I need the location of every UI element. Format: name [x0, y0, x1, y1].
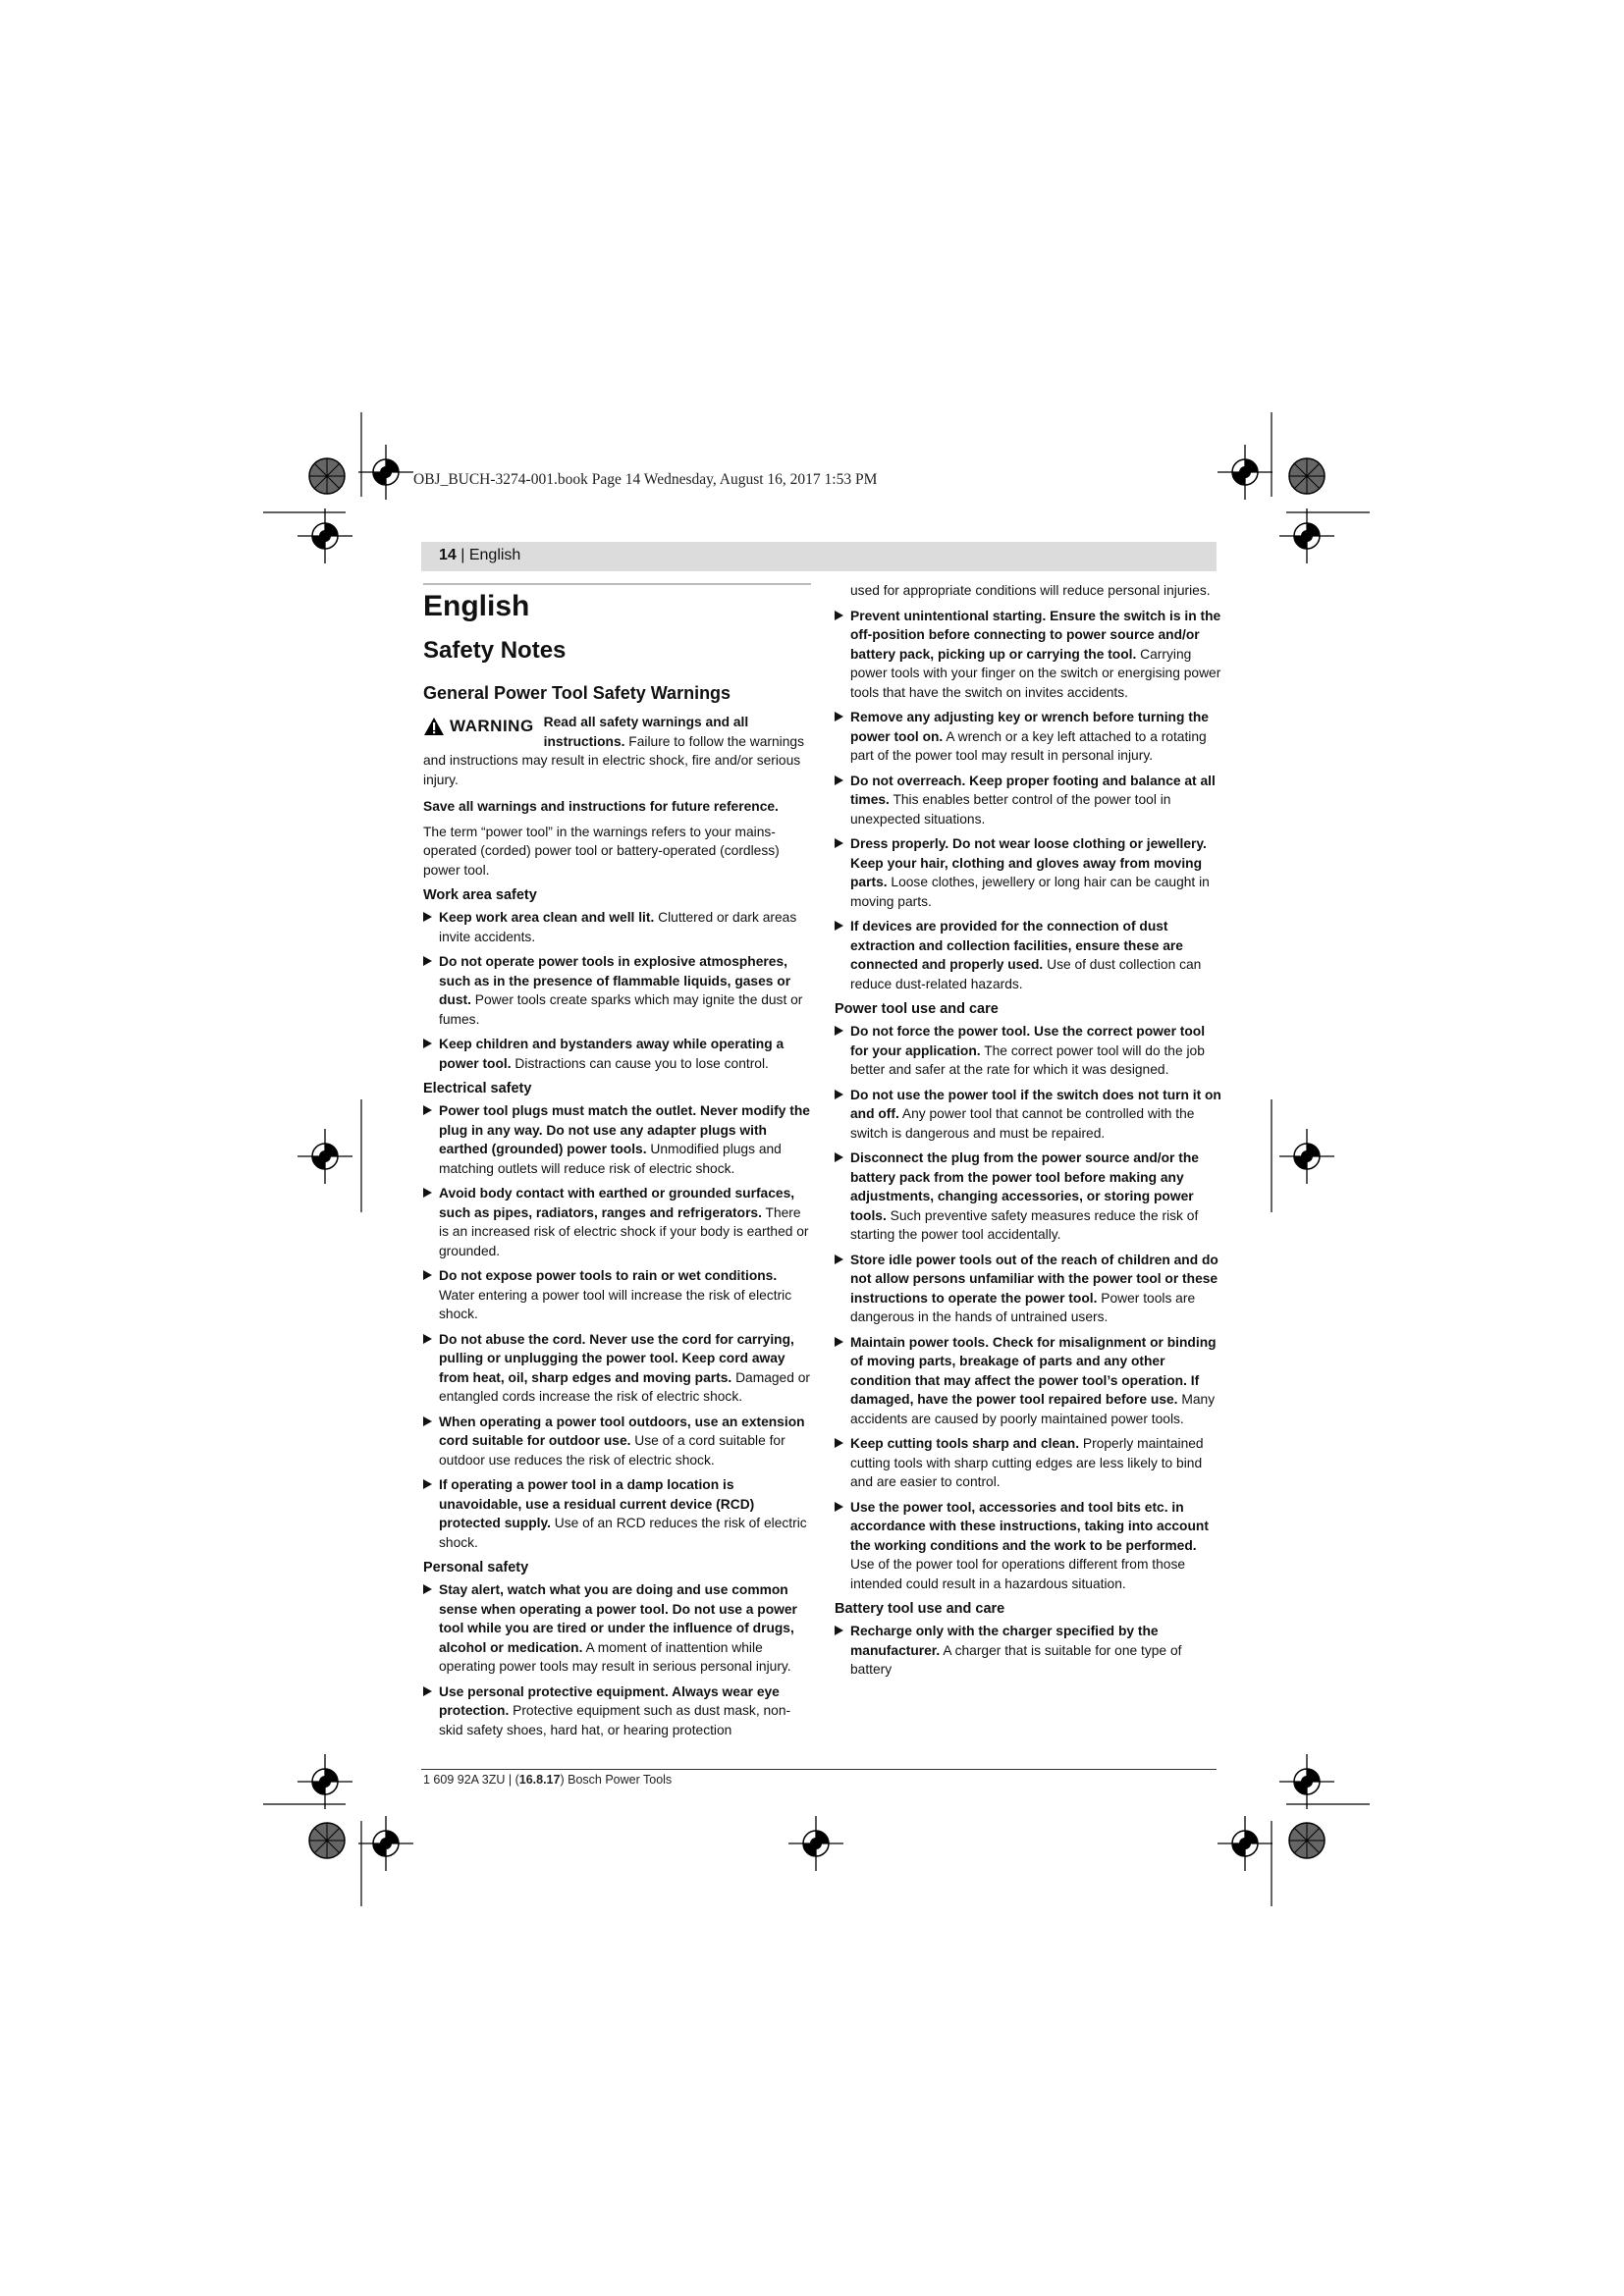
personal-list-continued — [835, 607, 1222, 994]
bullet-arrow-icon — [835, 1502, 843, 1512]
tool-use-list — [835, 1022, 1222, 1593]
work-area-list — [423, 908, 811, 1073]
print-header: OBJ_BUCH-3274-001.book Page 14 Wednesday, August 16, 2017 1:53 PM — [413, 471, 878, 488]
list-item: Keep work area clean and well lit. Cluttered or dark areas invite accidents. — [423, 908, 811, 946]
registration-target-icon — [1218, 445, 1272, 500]
footer-date: 16.8.17 — [518, 1773, 561, 1787]
registration-target-icon — [1279, 1754, 1334, 1809]
footer-code: 1 609 92A 3ZU | ( — [423, 1773, 519, 1787]
battery-list — [835, 1622, 1222, 1680]
group-heading-battery: Battery tool use and care — [835, 1601, 1005, 1617]
registration-star-icon — [309, 458, 345, 494]
footer-brand: ) Bosch Power Tools — [560, 1773, 673, 1787]
bullet-arrow-icon — [835, 921, 843, 931]
registration-star-icon — [309, 1823, 345, 1858]
header-separator: | — [456, 547, 469, 563]
bullet-arrow-icon — [423, 1584, 432, 1594]
bullet-arrow-icon — [423, 912, 432, 922]
registration-star-icon — [1289, 1823, 1325, 1858]
list-item: If operating a power tool in a damp location is unavoidable, use a residual current device (RCD) protected supply. Use of an RCD reduces the risk of electric shock. — [423, 1475, 811, 1552]
left-column — [423, 581, 811, 1745]
list-item: Disconnect the plug from the power source and/or the battery pack from the power tool before making any adjustments, changing accessories, or storing power tools. Such preventive safety measures reduce the risk of starting the power tool accidentally. — [835, 1148, 1222, 1245]
registration-target-icon — [298, 508, 352, 563]
list-item: Keep cutting tools sharp and clean. Properly maintained cutting tools with sharp cutting edges are less likely to bind and are easier to control. — [835, 1434, 1222, 1492]
group-heading-work-area: Work area safety — [423, 887, 537, 903]
registration-target-icon — [358, 1816, 413, 1871]
registration-target-icon — [1279, 1129, 1334, 1184]
list-item: Prevent unintentional starting. Ensure the switch is in the off-position before connecting to power source and/or battery pack, picking up or carrying the tool. Carrying power tools with your finger on the switch or energising power tools that have the switch on invites accidents. — [835, 607, 1222, 703]
electrical-list — [423, 1101, 811, 1552]
list-item: Keep children and bystanders away while operating a power tool. Distractions can cause you to lose control. — [423, 1035, 811, 1073]
page-number: 14 — [439, 547, 457, 563]
header-language: English — [468, 547, 521, 563]
list-item: Use the power tool, accessories and tool bits etc. in accordance with these instructions, taking into account the working conditions and the work to be performed. Use of the power tool for operations different from those intended could result in a hazardous situation. — [835, 1498, 1222, 1594]
bullet-arrow-icon — [835, 1626, 843, 1635]
registration-target-icon — [358, 445, 413, 500]
list-item: Do not use the power tool if the switch does not turn it on and off. Any power tool that cannot be controlled with the switch is dangerous and must be repaired. — [835, 1086, 1222, 1144]
warning-triangle-icon — [423, 717, 445, 736]
bullet-arrow-icon — [835, 1026, 843, 1036]
registration-target-icon — [788, 1816, 843, 1871]
bullet-arrow-icon — [835, 1438, 843, 1448]
group-heading-personal: Personal safety — [423, 1560, 529, 1575]
bullet-arrow-icon — [423, 1188, 432, 1198]
list-item: Remove any adjusting key or wrench before turning the power tool on. A wrench or a key left attached to a rotating part of the power tool may result in personal injury. — [835, 708, 1222, 766]
list-item: Do not force the power tool. Use the correct power tool for your application. The correct power tool will do the job better and safer at the rate for which it was designed. — [835, 1022, 1222, 1080]
list-item: Dress properly. Do not wear loose clothing or jewellery. Keep your hair, clothing and gloves away from moving parts. Loose clothes, jewellery or long hair can be caught in moving parts. — [835, 834, 1222, 911]
list-item: Do not operate power tools in explosive atmospheres, such as in the presence of flammable liquids, gases or dust. Power tools create sparks which may ignite the dust or fumes. — [423, 952, 811, 1029]
list-item: Do not expose power tools to rain or wet conditions. Water entering a power tool will increase the risk of electric shock. — [423, 1266, 811, 1324]
bullet-arrow-icon — [835, 1152, 843, 1162]
list-item: If devices are provided for the connection of dust extraction and collection facilities, ensure these are connected and properly used. Use of dust collection can reduce dust-related hazards. — [835, 917, 1222, 993]
bullet-arrow-icon — [835, 611, 843, 620]
bullet-arrow-icon — [423, 1039, 432, 1048]
right-column — [835, 581, 1222, 1685]
group-heading-electrical: Electrical safety — [423, 1081, 532, 1096]
list-item: When operating a power tool outdoors, use an extension cord suitable for outdoor use. Use of a cord suitable for outdoor use reduces the risk of electric shock. — [423, 1413, 811, 1470]
warning-bold-text: Read all safety warnings and all instructions. — [543, 715, 749, 749]
continuation-text: used for appropriate conditions will reduce personal injuries. — [850, 583, 1211, 598]
warning-text: Failure to follow the warnings and instructions may result in electric shock, fire and/or serious injury. — [423, 733, 804, 787]
list-item: Do not abuse the cord. Never use the cord for carrying, pulling or unplugging the power tool. Keep cord away from heat, oil, sharp edges and moving parts. Damaged or entangled cords increase the risk of electric shock. — [423, 1330, 811, 1407]
registration-target-icon — [1218, 1816, 1272, 1871]
column-rule — [423, 583, 811, 585]
running-header — [421, 542, 1217, 571]
registration-target-icon — [1279, 508, 1334, 563]
bullet-arrow-icon — [835, 838, 843, 848]
personal-list — [423, 1580, 811, 1739]
bullet-arrow-icon — [835, 1337, 843, 1347]
warning-block — [423, 713, 811, 789]
bullet-arrow-icon — [423, 1479, 432, 1489]
list-item: Store idle power tools out of the reach of children and do not allow persons unfamiliar with the power tool or these instructions to operate the power tool. Power tools are dangerous in the hands of untrained users. — [835, 1251, 1222, 1327]
bullet-arrow-icon — [423, 1105, 432, 1115]
warning-badge — [423, 717, 534, 736]
registration-star-icon — [1289, 458, 1325, 494]
term-note: The term “power tool” in the warnings refers to your mains-operated (corded) power tool or battery-operated (cordless) power tool. — [423, 824, 780, 878]
list-item: Power tool plugs must match the outlet. Never modify the plug in any way. Do not use any adapter plugs with earthed (grounded) power tools. Unmodified plugs and matching outlets will reduce risk of electric shock. — [423, 1101, 811, 1178]
subsection-title: General Power Tool Safety Warnings — [423, 683, 731, 703]
bullet-arrow-icon — [835, 712, 843, 721]
bullet-arrow-icon — [423, 1416, 432, 1426]
list-item: Avoid body contact with earthed or grounded surfaces, such as pipes, radiators, ranges and refrigerators. There is an increased risk of electric shock if your body is earthed or grounded. — [423, 1184, 811, 1260]
bullet-arrow-icon — [423, 1270, 432, 1280]
warning-label: WARNING — [450, 717, 534, 736]
bullet-arrow-icon — [835, 1090, 843, 1099]
bullet-arrow-icon — [423, 1334, 432, 1344]
save-note: Save all warnings and instructions for future reference. — [423, 799, 779, 814]
registration-target-icon — [298, 1129, 352, 1184]
bullet-arrow-icon — [835, 1255, 843, 1264]
list-item: Use personal protective equipment. Always wear eye protection. Protective equipment such as dust mask, non-skid safety shoes, hard hat, or hearing protection — [423, 1682, 811, 1740]
page-title: English — [423, 590, 530, 622]
list-item: Do not overreach. Keep proper footing and balance at all times. This enables better control of the power tool in unexpected situations. — [835, 772, 1222, 829]
bullet-arrow-icon — [835, 775, 843, 785]
bullet-arrow-icon — [423, 956, 432, 966]
section-title: Safety Notes — [423, 637, 567, 664]
list-item: Maintain power tools. Check for misalignment or binding of moving parts, breakage of parts and any other condition that may affect the power tool’s operation. If damaged, have the power tool repaired before use. Many accidents are caused by poorly maintained power tools. — [835, 1333, 1222, 1429]
footer-rule — [421, 1769, 1217, 1770]
group-heading-tool-use: Power tool use and care — [835, 1001, 999, 1017]
page-footer — [423, 1773, 672, 1787]
list-item: Stay alert, watch what you are doing and use common sense when operating a power tool. Do not use a power tool while you are tired or under the influence of drugs, alcohol or medication. A moment of inattention while operating power tools may result in serious personal injury. — [423, 1580, 811, 1677]
list-item: Recharge only with the charger specified by the manufacturer. A charger that is suitable for one type of battery — [835, 1622, 1222, 1680]
bullet-arrow-icon — [423, 1686, 432, 1696]
registration-target-icon — [298, 1754, 352, 1809]
